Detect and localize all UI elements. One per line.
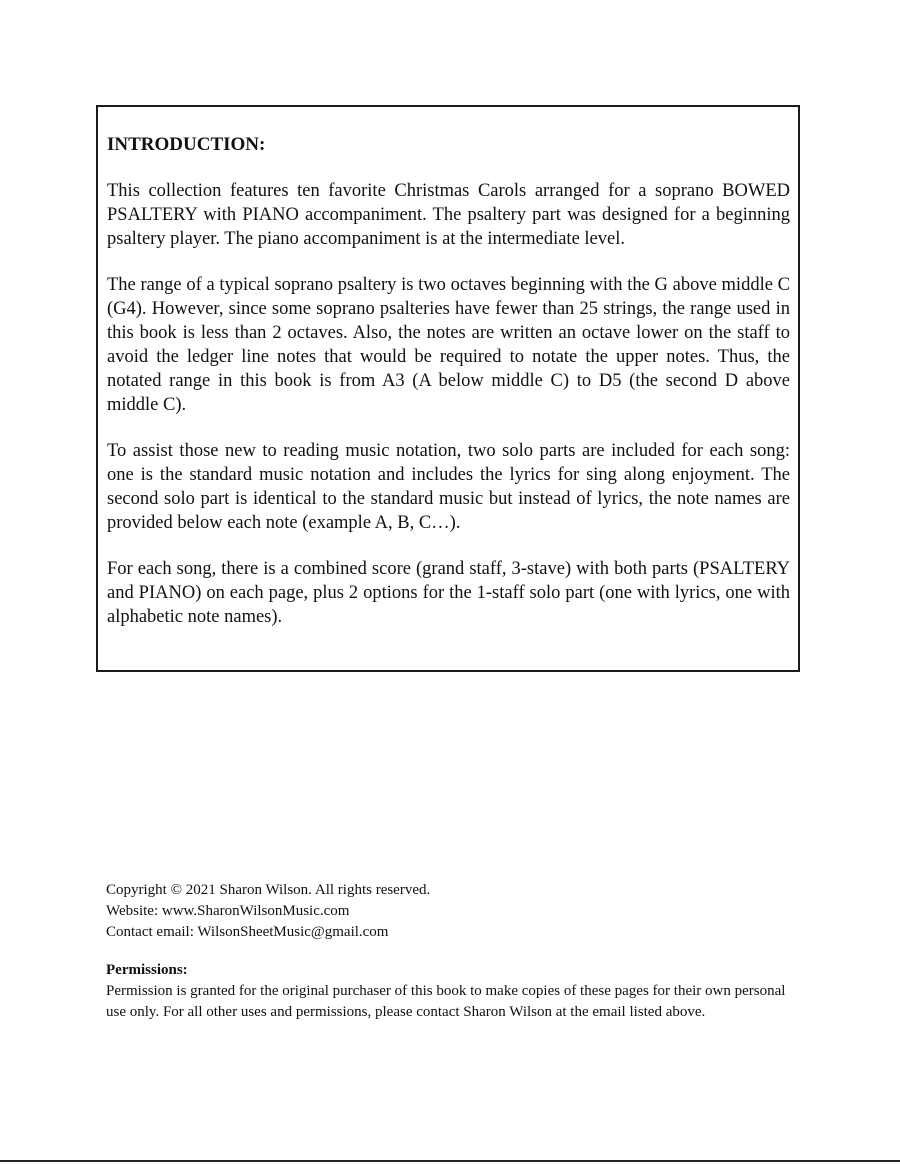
intro-paragraph-solo-parts: To assist those new to reading music notation, two solo parts are included for each song: one is the standard music notation and includes the lyrics for sing along enjoyment. The second solo part is identical to the standard music but instead of lyrics, the note names are provided below each note (example A, B, C…). xyxy=(107,441,790,533)
copyright-line: Copyright © 2021 Sharon Wilson. All rights reserved. xyxy=(106,882,431,898)
intro-paragraph-collection: This collection features ten favorite Christmas Carols arranged for a soprano BOWED PSALTERY with PIANO accompaniment. The psaltery part was designed for a beginning psaltery player. The piano accompaniment is at the intermediate level. xyxy=(107,181,790,249)
intro-paragraph-score: For each song, there is a combined score (grand staff, 3-stave) with both parts (PSALTERY and PIANO) on each page, plus 2 options for the 1-staff solo part (one with lyrics, one with alphabetic note names). xyxy=(107,559,790,627)
website-line: Website: www.SharonWilsonMusic.com xyxy=(106,903,350,919)
permissions-text: Permission is granted for the original purchaser of this book to make copies of these pages for their own personal use only. For all other uses and permissions, please contact Sharon Wilson at the email listed above. xyxy=(106,983,786,1020)
copyright-footer xyxy=(106,880,796,1023)
permissions-heading: Permissions: xyxy=(106,962,188,978)
page-bottom-border xyxy=(0,1160,900,1162)
introduction-box xyxy=(96,105,800,672)
permissions-block xyxy=(106,960,796,1023)
intro-paragraph-range: The range of a typical soprano psaltery is two octaves beginning with the G above middle C (G4). However, since some soprano psalteries have fewer than 25 strings, the range used in this book is less than 2 octaves. Also, the notes are written an octave lower on the staff to avoid the ledger line notes that would be required to notate the upper notes. Thus, the notated range in this book is from A3 (A below middle C) to D5 (the second D above middle C). xyxy=(107,275,790,415)
introduction-heading: INTRODUCTION: xyxy=(107,134,266,155)
contact-email-line: Contact email: WilsonSheetMusic@gmail.com xyxy=(106,924,389,940)
